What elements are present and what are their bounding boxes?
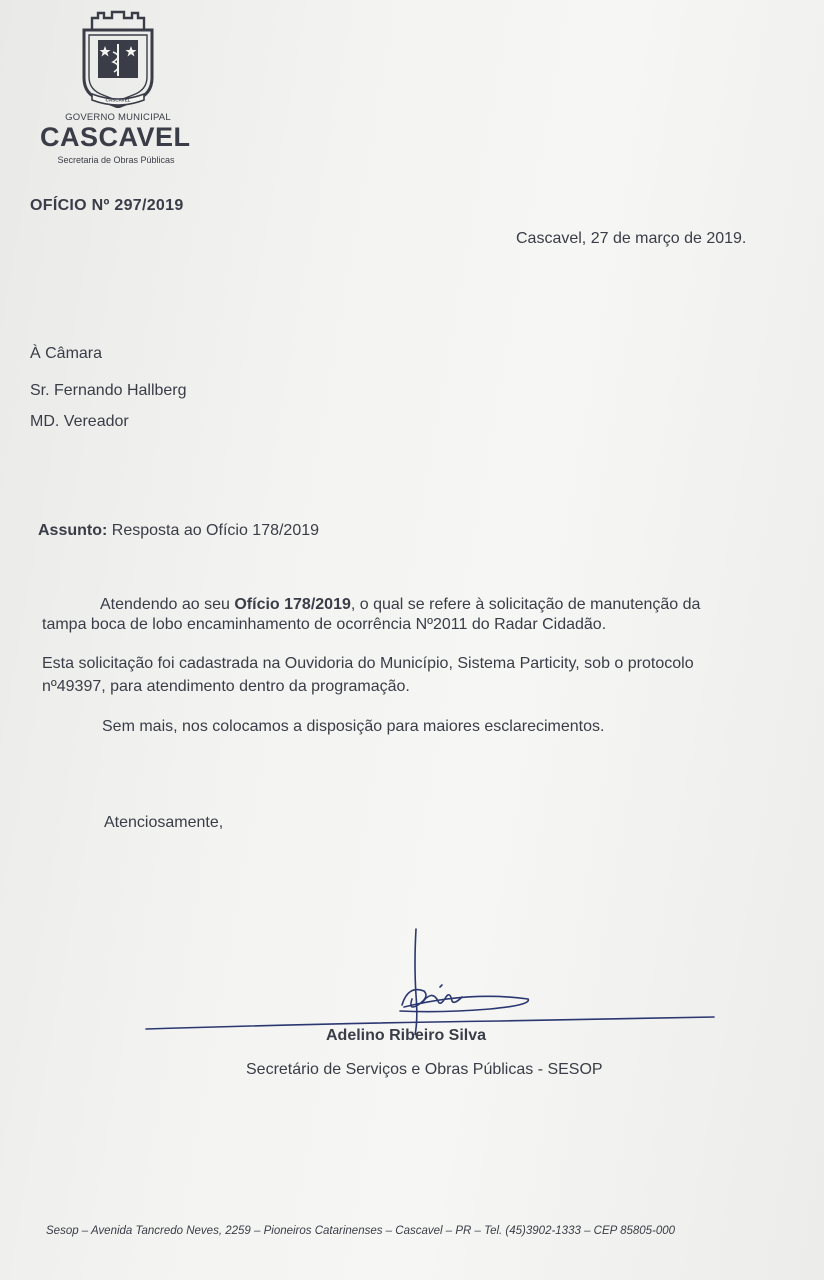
body-paragraph-1-line-2: tampa boca de lobo encaminhamento de ocorrência Nº2011 do Radar Cidadão. bbox=[42, 616, 607, 633]
subject-text: Resposta ao Ofício 178/2019 bbox=[107, 522, 320, 539]
recipient-line-1: À Câmara bbox=[30, 345, 103, 362]
subject-label: Assunto: bbox=[38, 522, 108, 539]
p1-bold-reference: Ofício 178/2019 bbox=[234, 596, 351, 613]
document-date: Cascavel, 27 de março de 2019. bbox=[516, 230, 747, 247]
brand-top-line: GOVERNO MUNICIPAL bbox=[65, 112, 171, 123]
subject-line bbox=[38, 522, 319, 540]
p1-post: , o qual se refere à solicitação de manutenção da bbox=[350, 596, 701, 613]
document-number: OFÍCIO Nº 297/2019 bbox=[30, 197, 184, 214]
closing: Atenciosamente, bbox=[104, 814, 224, 831]
brand-subtitle: Secretaria de Obras Públicas bbox=[57, 155, 175, 165]
recipient-line-2: Sr. Fernando Hallberg bbox=[30, 382, 187, 399]
body-paragraph-3: Sem mais, nos colocamos a disposição para maiores esclarecimentos. bbox=[102, 718, 605, 735]
municipal-crest-icon bbox=[78, 8, 158, 108]
p1-pre: Atendendo ao seu bbox=[100, 596, 235, 613]
recipient-line-3: MD. Vereador bbox=[30, 413, 129, 430]
body-paragraph-2-line-2: nº49397, para atendimento dentro da programação. bbox=[42, 678, 410, 695]
footer-address: Sesop – Avenida Tancredo Neves, 2259 – Pioneiros Catarinenses – Cascavel – PR – Tel. (45)3902-1333 – CEP 85805-000 bbox=[46, 1225, 676, 1237]
crest-ribbon-text: CASCAVEL bbox=[105, 97, 131, 103]
signature-icon bbox=[140, 925, 720, 1035]
body-paragraph-2-line-1: Esta solicitação foi cadastrada na Ouvidoria do Município, Sistema Particity, sob o protocolo bbox=[42, 655, 694, 672]
signer-title: Secretário de Serviços e Obras Públicas - SESOP bbox=[246, 1061, 603, 1078]
brand-name: CASCAVEL bbox=[40, 122, 191, 152]
body-paragraph-1-line-1 bbox=[100, 594, 700, 616]
signer-name: Adelino Ribeiro Silva bbox=[326, 1027, 487, 1044]
